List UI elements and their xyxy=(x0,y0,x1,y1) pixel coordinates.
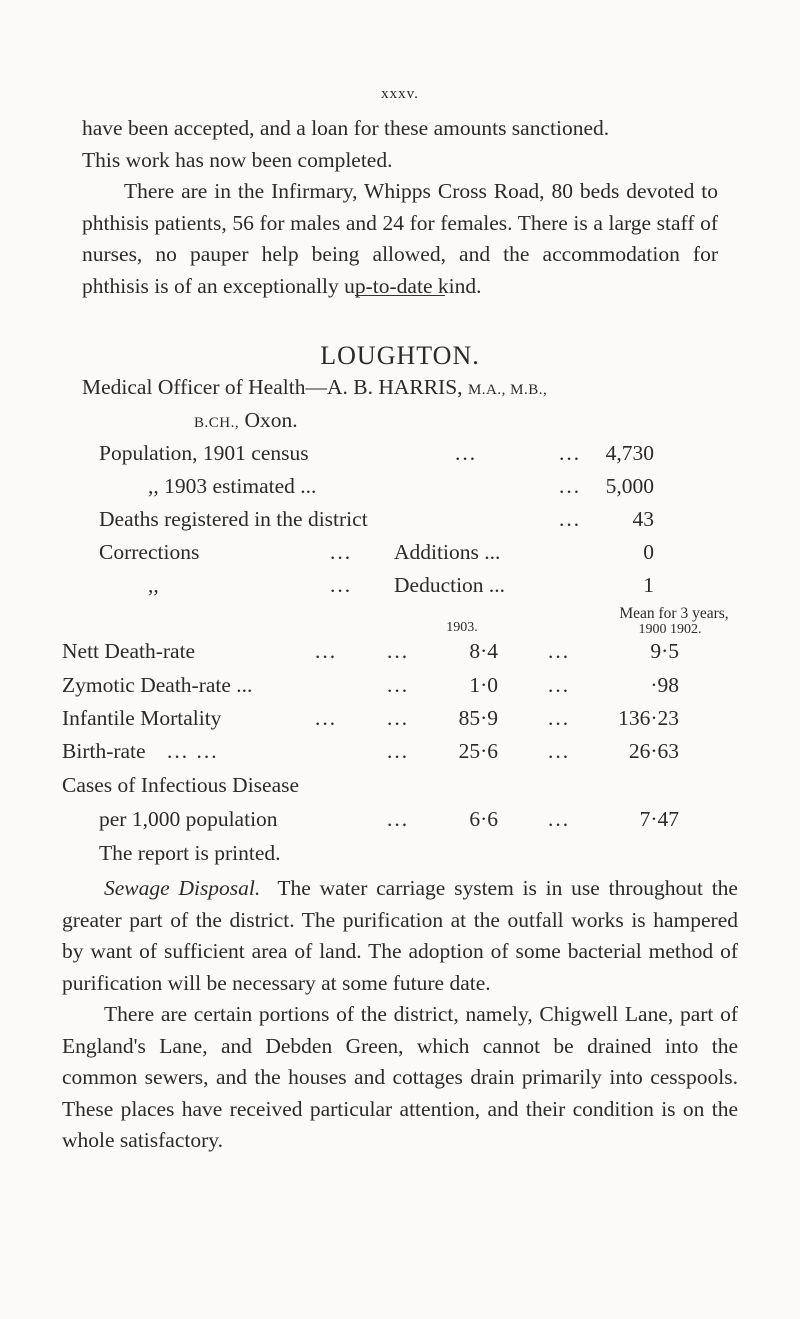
summary-label: Population, 1901 census xyxy=(99,441,309,465)
rate-1903-value: 25·6 xyxy=(458,739,498,763)
rate-mean-value: ·98 xyxy=(650,673,679,697)
rate-row xyxy=(0,639,800,669)
summary-dots: ... xyxy=(559,474,582,498)
summary-label: ,, 1903 estimated ... xyxy=(148,474,317,498)
summary-dots: ... xyxy=(330,573,353,597)
sewage-paragraph-2: There are certain portions of the district, namely, Chigwell Lane, part of England's Lane, and Debden Green, which cannot be drained into the common sewers, and the houses and cottages drain primarily into cesspools. These places have received particular attention, and their condition is on the whole satisfactory. xyxy=(62,1002,738,1152)
rate-dots: ... ... xyxy=(167,739,219,763)
rate-dots: ... xyxy=(387,673,410,697)
infectious-label-1: Cases of Infectious Disease xyxy=(62,773,300,797)
report-note: The report is printed. xyxy=(99,841,281,865)
summary-label: ,, xyxy=(148,573,159,597)
rate-mean-value: 9·5 xyxy=(650,639,679,663)
summary-row xyxy=(0,474,800,504)
sewage-paragraph-1 xyxy=(62,873,738,999)
rate-dots: ... xyxy=(548,706,571,730)
rate-dots: ... xyxy=(315,639,338,663)
rate-row xyxy=(0,673,800,703)
intro-line-2: This work has now been completed. xyxy=(82,147,393,172)
medical-officer-name: Medical Officer of Health—A. B. HARRIS, xyxy=(82,375,463,399)
rate-dots: ... xyxy=(548,807,571,831)
medical-officer-line xyxy=(82,375,762,400)
summary-row xyxy=(0,507,800,537)
rate-dots: ... xyxy=(387,807,410,831)
section-heading: LOUGHTON. xyxy=(320,341,480,370)
rate-dots: ... xyxy=(387,739,410,763)
rate-dots: ... xyxy=(548,673,571,697)
rate-dots: ... xyxy=(548,639,571,663)
summary-row xyxy=(0,573,800,603)
summary-label: Deaths registered in the district xyxy=(99,507,368,531)
medical-officer-oxon: Oxon. xyxy=(244,408,298,432)
rate-dots: ... xyxy=(387,706,410,730)
rate-row-infectious xyxy=(0,807,800,837)
column-header-mean-line1: Mean for 3 years, xyxy=(619,605,729,622)
summary-value: 0 xyxy=(643,540,654,564)
rate-dots: ... xyxy=(315,706,338,730)
infectious-label-2: per 1,000 population xyxy=(99,807,278,831)
medical-officer-degrees: M.A., M.B., xyxy=(467,382,548,398)
rate-1903-value: 6·6 xyxy=(469,807,498,831)
summary-dots: ... xyxy=(330,540,353,564)
page-number: xxxv. xyxy=(381,86,419,102)
rate-dots: ... xyxy=(548,739,571,763)
rate-1903-value: 8·4 xyxy=(469,639,498,663)
rate-row xyxy=(0,706,800,736)
rate-mean-value: 7·47 xyxy=(639,807,679,831)
summary-sub-label: Additions ... xyxy=(394,540,501,564)
intro-text xyxy=(82,113,718,302)
sewage-title: Sewage Disposal. xyxy=(104,876,261,900)
rate-label: Birth-rate xyxy=(62,739,146,763)
column-header-mean-line2: 1900 1902. xyxy=(638,622,702,637)
intro-paragraph-2: There are in the Infirmary, Whipps Cross Road, 80 beds devoted to phthisis patients, 56 for males and 24 for females. There is a large staff of nurses, no pauper help being allowed, and the accommodation for phthisis is of an exceptionally up-to-date kind. xyxy=(82,179,718,298)
summary-value: 1 xyxy=(643,573,654,597)
rate-label: Infantile Mortality xyxy=(62,706,222,730)
summary-sub-label: Deduction ... xyxy=(394,573,506,597)
medical-officer-degrees-2: B.CH., xyxy=(194,415,240,431)
rate-row xyxy=(0,739,800,769)
summary-value: 43 xyxy=(632,507,654,531)
sewage-section xyxy=(62,873,738,1157)
summary-dots: ... xyxy=(559,441,582,465)
rate-label: Zymotic Death-rate ... xyxy=(62,673,253,697)
summary-value: 5,000 xyxy=(605,474,654,498)
section-divider xyxy=(355,295,445,296)
rate-mean-value: 26·63 xyxy=(628,739,679,763)
sewage-text-1: The water carriage system is in use throughout the greater part of the district. The purification at the outfall works is hampered by want of sufficient area of land. The adoption of some bacterial method of purification will be necessary at some future date. xyxy=(62,876,738,995)
summary-value: 4,730 xyxy=(605,441,654,465)
summary-dots: ... xyxy=(559,507,582,531)
rate-label: Nett Death-rate xyxy=(62,639,196,663)
rate-dots: ... xyxy=(387,639,410,663)
rate-mean-value: 136·23 xyxy=(618,706,679,730)
rate-1903-value: 1·0 xyxy=(469,673,498,697)
rate-1903-value: 85·9 xyxy=(458,706,498,730)
summary-label: Corrections xyxy=(99,540,200,564)
medical-officer-line-2 xyxy=(194,408,298,433)
intro-line-1: have been accepted, and a loan for these amounts sanctioned. xyxy=(82,116,610,140)
summary-row xyxy=(0,540,800,570)
summary-row xyxy=(0,441,800,471)
column-header-1903: 1903. xyxy=(446,620,478,635)
summary-dots: ... xyxy=(455,441,478,465)
